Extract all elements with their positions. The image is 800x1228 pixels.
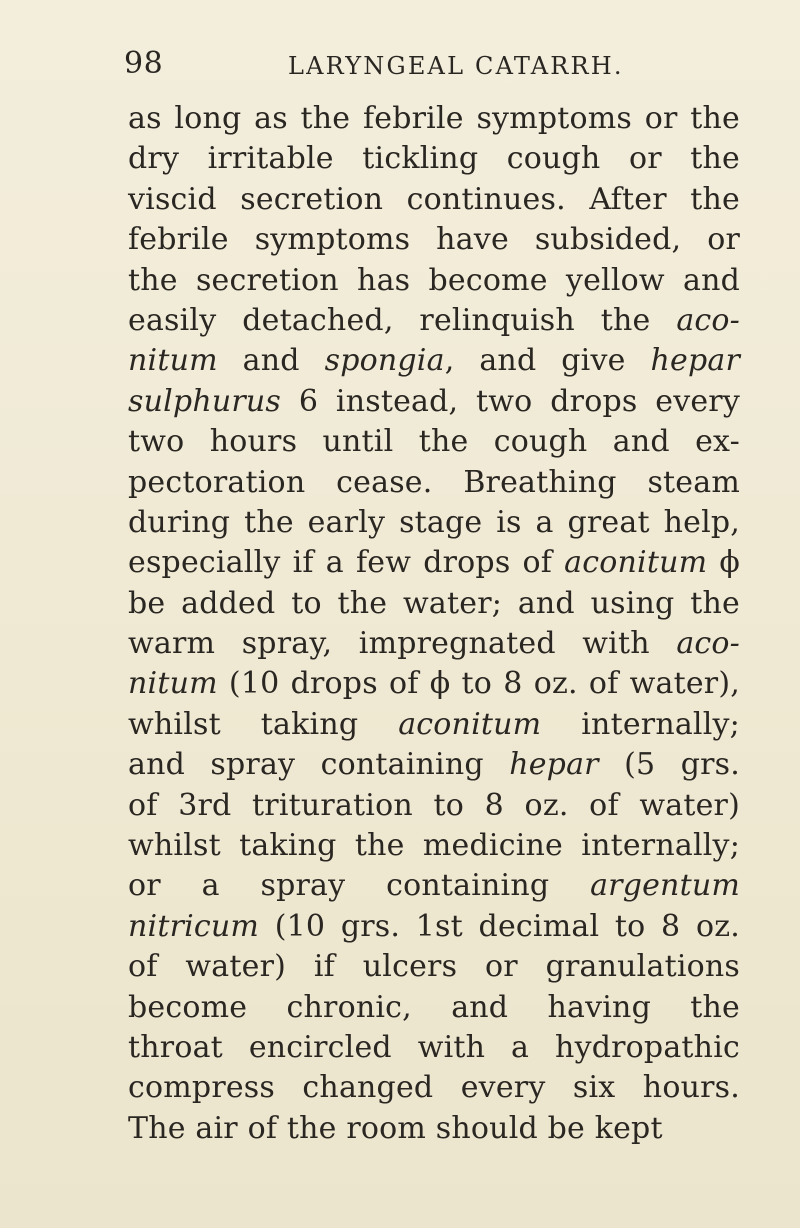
text-segment: viscid secretion continues. After the: [128, 181, 740, 217]
text-segment: and spray containing: [128, 747, 510, 783]
text-segment: whilst taking: [128, 706, 399, 742]
text-line: [128, 180, 740, 220]
text-segment: (10 grs. 1st decimal to 8 oz.: [259, 908, 740, 944]
text-line: [128, 786, 740, 826]
text-segment: pectoration cease. Breathing steam: [128, 464, 740, 500]
text-line: [128, 543, 740, 583]
italic-term: aconitum: [564, 545, 708, 581]
text-segment: dry irritable tickling cough or the: [128, 141, 740, 177]
text-segment: (10 drops of ϕ to 8 oz. of water),: [217, 666, 740, 702]
italic-term: nitricum: [128, 908, 260, 944]
text-line: [128, 382, 740, 422]
body-text: [128, 99, 740, 1149]
text-line: [128, 503, 740, 543]
text-line: [128, 664, 740, 704]
text-line: [128, 261, 740, 301]
text-line: [128, 705, 740, 745]
text-line: [128, 139, 740, 179]
text-segment: ϕ: [707, 545, 740, 581]
italic-term: argentum: [590, 868, 740, 904]
text-segment: during the early stage is a great help,: [128, 504, 740, 540]
text-segment: 6 instead, two drops every: [281, 383, 740, 419]
text-segment: The air of the room should be kept: [128, 1110, 663, 1146]
text-line: [128, 584, 740, 624]
running-head: LARYNGEAL CATARRH.: [288, 52, 624, 80]
text-segment: of 3rd trituration to 8 oz. of water): [128, 787, 740, 823]
text-segment: easily detached, relinquish the: [128, 302, 677, 338]
text-line: [128, 301, 740, 341]
text-line: [128, 947, 740, 987]
italic-term: nitum: [128, 343, 218, 379]
page-header: [108, 44, 748, 84]
text-segment: febrile symptoms have subsided, or: [128, 222, 740, 258]
italic-term: spongia: [324, 343, 445, 379]
text-segment: and: [217, 343, 325, 379]
text-segment: whilst taking the medicine internally;: [128, 828, 740, 864]
text-line: [128, 463, 740, 503]
text-segment: be added to the water; and using the: [128, 585, 740, 621]
text-segment: the secretion has become yellow and: [128, 262, 740, 298]
text-segment: throat encircled with a hydropathic: [128, 1029, 740, 1065]
text-line: [128, 220, 740, 260]
text-segment: (5 grs.: [598, 747, 740, 783]
text-segment: warm spray, impregnated with: [128, 626, 677, 662]
text-segment: or a spray containing: [128, 868, 591, 904]
text-line: [128, 1028, 740, 1068]
italic-term: aco-: [676, 626, 740, 662]
text-line: [128, 866, 740, 906]
text-segment: compress changed every six hours.: [128, 1070, 740, 1106]
italic-term: sulphurus: [128, 383, 282, 419]
italic-term: nitum: [128, 666, 218, 702]
page-number: 98: [124, 46, 164, 81]
text-line: [128, 826, 740, 866]
text-segment: as long as the febrile symptoms or the: [128, 101, 740, 136]
text-line: [128, 624, 740, 664]
text-line: [128, 99, 740, 139]
text-segment: especially if a few drops of: [128, 545, 565, 581]
italic-term: aco-: [676, 302, 740, 338]
text-segment: internally;: [541, 706, 740, 742]
text-segment: of water) if ulcers or granulations: [128, 949, 740, 985]
text-line: [128, 745, 740, 785]
text-line: [128, 341, 740, 381]
italic-term: aconitum: [398, 706, 542, 742]
text-line: [128, 422, 740, 462]
italic-term: hepar: [650, 343, 741, 379]
text-line: [128, 907, 740, 947]
text-segment: become chronic, and having the: [128, 989, 740, 1025]
text-segment: two hours until the cough and ex-: [128, 424, 740, 460]
italic-term: hepar: [509, 747, 599, 783]
text-line: [128, 1068, 740, 1108]
text-line: [128, 1109, 740, 1149]
text-segment: , and give: [444, 343, 651, 379]
text-line: [128, 988, 740, 1028]
